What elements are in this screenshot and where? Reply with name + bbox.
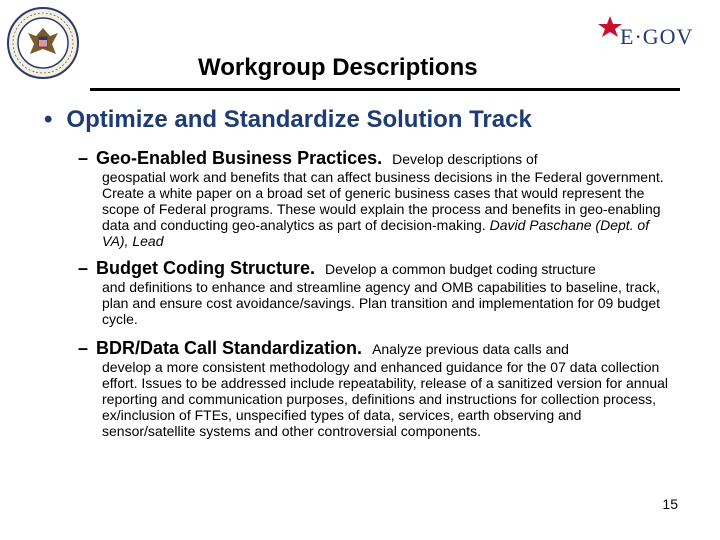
sub-item-dash: – — [78, 338, 89, 358]
sub-item-term: BDR/Data Call Standardization. — [96, 338, 363, 358]
sub-item-body: and definitions to enhance and streamline agency and OMB capabilities to baseline, track, plan and ensure cost avoidance/savings. Plan transition and implementation for 09 budget cycle. — [102, 279, 661, 327]
sub-item-term: Geo-Enabled Business Practices. — [96, 148, 383, 168]
page-title: Workgroup Descriptions — [198, 54, 478, 81]
sub-item-body — [102, 169, 676, 249]
sub-item-budget-coding — [78, 258, 678, 327]
sub-item-dash: – — [78, 258, 89, 278]
sub-item-bdr-data-call — [78, 338, 678, 439]
sub-item-lead: Develop descriptions of — [392, 151, 538, 167]
sub-item-term: Budget Coding Structure. — [96, 258, 316, 278]
egov-logo-text: E·GOV — [620, 24, 694, 49]
sub-item-lead: Analyze previous data calls and — [372, 341, 569, 357]
sub-item-geo-enabled — [78, 148, 678, 249]
sub-item-body: develop a more consistent methodology and enhanced guidance for the 07 data collection effort. Issues to be addressed include repeatability, release of a sanitized version for annual reporting and communication purposes, definitions and instructions for collection process, ex/inclusion of FTEs, unspecified types of data, services, earth observing and sensor/satellite systems and other controversial components. — [102, 359, 669, 439]
sub-item-body-text: geospatial work and benefits that can affect business decisions in the Federal government. Create a white paper on a broad set of generic business cases that would represent the scope of Federal programs. These would explain the process and benefits in geo-enabling data and conducting geo-analytics as part of decision-making. — [102, 169, 664, 233]
title-divider — [90, 88, 680, 91]
presidential-seal-logo — [6, 6, 80, 80]
sub-item-dash: – — [78, 148, 89, 168]
main-bullet-text: Optimize and Standardize Solution Track — [66, 106, 532, 133]
sub-item-credit: David Paschane (Dept. of VA), Lead — [102, 217, 650, 249]
main-bullet — [44, 106, 532, 134]
sub-item-lead: Develop a common budget coding structure — [325, 261, 596, 277]
page-number: 15 — [662, 496, 678, 512]
bullet-glyph: • — [44, 106, 53, 133]
